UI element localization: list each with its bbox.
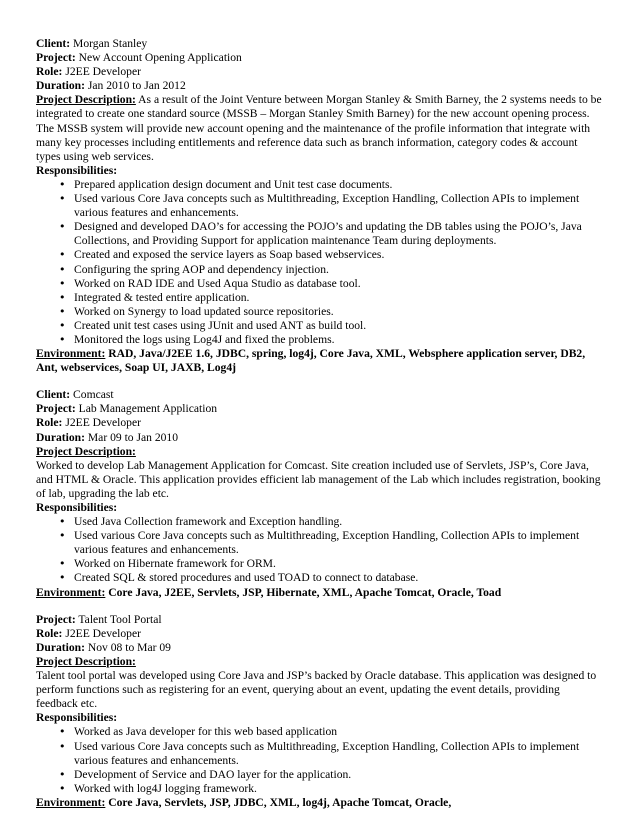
list-item: • Worked as Java developer for this web based application bbox=[36, 725, 604, 739]
environment-line bbox=[36, 796, 604, 810]
responsibilities-list bbox=[36, 515, 604, 585]
project-description-heading: Project Description: bbox=[36, 654, 136, 668]
role-label: Role: bbox=[36, 416, 63, 430]
client-value: Morgan Stanley bbox=[73, 37, 148, 50]
list-item: • Used various Core Java concepts such as Multithreading, Exception Handling, Collection APIs to implement various features and enhancements. bbox=[36, 192, 604, 220]
duration-line bbox=[36, 431, 604, 445]
role-label: Role: bbox=[36, 626, 63, 640]
responsibilities-heading: Responsibilities: bbox=[36, 163, 118, 177]
list-item: • Prepared application design document and Unit test case documents. bbox=[36, 178, 604, 192]
duration-label: Duration: bbox=[36, 640, 85, 654]
environment-value: RAD, Java/J2EE 1.6, JDBC, spring, log4j, Core Java, XML, Websphere application server, DB2, Ant, webservices, Soap UI, JAXB, Log4j bbox=[36, 347, 586, 375]
section-spacer bbox=[36, 375, 604, 388]
environment-line bbox=[36, 347, 604, 375]
list-item: • Used various Core Java concepts such as Multithreading, Exception Handling, Collection APIs to implement various features and enhancements. bbox=[36, 740, 604, 768]
role-line bbox=[36, 627, 604, 641]
project-line bbox=[36, 613, 604, 627]
client-value: Comcast bbox=[73, 388, 114, 402]
project-line bbox=[36, 402, 604, 416]
environment-value: Core Java, J2EE, Servlets, JSP, Hibernate, XML, Apache Tomcat, Oracle, Toad bbox=[108, 585, 502, 599]
list-item: • Worked on Synergy to load updated source repositories. bbox=[36, 305, 604, 319]
duration-value: Jan 2010 to Jan 2012 bbox=[87, 79, 186, 93]
list-item: • Worked on Hibernate framework for ORM. bbox=[36, 557, 604, 571]
duration-label: Duration: bbox=[36, 79, 85, 93]
project-talent-tool-portal bbox=[36, 613, 604, 810]
environment-label: Environment: bbox=[36, 347, 106, 361]
environment-label: Environment: bbox=[36, 795, 106, 809]
project-description-text: Worked to develop Lab Management Application for Comcast. Site creation included use of Servlets, JSP’s, Core Java, and HTML & Oracle. This application provides efficient lab management of the Lab which includes registration, booking of lab, upgrading the lab etc. bbox=[36, 458, 601, 500]
role-line bbox=[36, 65, 604, 79]
project-comcast bbox=[36, 388, 604, 599]
responsibilities-heading: Responsibilities: bbox=[36, 501, 118, 514]
list-item: • Created SQL & stored procedures and used TOAD to connect to database. bbox=[36, 571, 604, 585]
list-item: • Configuring the spring AOP and dependency injection. bbox=[36, 263, 604, 277]
project-morgan-stanley bbox=[36, 37, 604, 375]
project-description-heading: Project Description: bbox=[36, 444, 136, 458]
client-line bbox=[36, 37, 604, 51]
client-line bbox=[36, 388, 604, 402]
responsibilities-list bbox=[36, 178, 604, 347]
environment-value: Core Java, Servlets, JSP, JDBC, XML, log4j, Apache Tomcat, Oracle, bbox=[108, 795, 452, 809]
list-item: • Designed and developed DAO’s for accessing the POJO’s and updating the DB tables using the POJO’s, Java Collections, and Providing Support for application maintenance Team during deployments. bbox=[36, 220, 604, 248]
duration-line bbox=[36, 641, 604, 655]
project-value: Talent Tool Portal bbox=[78, 612, 162, 626]
client-label: Client: bbox=[36, 388, 71, 402]
project-description-label: Project Description: bbox=[36, 93, 136, 107]
list-item: • Integrated & tested entire application. bbox=[36, 291, 604, 305]
duration-value: Mar 09 to Jan 2010 bbox=[87, 430, 179, 444]
project-label: Project: bbox=[36, 51, 76, 65]
project-description-text: Talent tool portal was developed using Core Java and JSP’s backed by Oracle database. This application was designed to perform functions such as registering for an event, querying about an event, updating the event details, providing feedback etc. bbox=[36, 669, 597, 711]
section-spacer bbox=[36, 600, 604, 613]
project-value: Lab Management Application bbox=[78, 402, 218, 416]
project-description-text: As a result of the Joint Venture between Morgan Stanley & Smith Barney, the 2 systems needs to be integrated to create one standard source (MSSB – Morgan Stanley Smith Barney) for the new account opening process. The MSSB system will provide new account opening and the maintenance of the profile information that integrate with many key processes including entitlements and reference data such as branch information, category codes & account types using web services. bbox=[36, 93, 602, 163]
client-label: Client: bbox=[36, 37, 71, 50]
environment-label: Environment: bbox=[36, 585, 106, 599]
project-label: Project: bbox=[36, 402, 76, 416]
role-value: J2EE Developer bbox=[65, 65, 141, 79]
project-value: New Account Opening Application bbox=[78, 51, 242, 65]
duration-label: Duration: bbox=[36, 430, 85, 444]
project-label: Project: bbox=[36, 612, 76, 626]
project-description bbox=[36, 93, 604, 163]
duration-value: Nov 08 to Mar 09 bbox=[87, 640, 171, 654]
responsibilities-heading: Responsibilities: bbox=[36, 711, 118, 725]
role-value: J2EE Developer bbox=[65, 626, 141, 640]
list-item: • Used various Core Java concepts such as Multithreading, Exception Handling, Collection APIs to implement various features and enhancements. bbox=[36, 529, 604, 557]
list-item: • Worked on RAD IDE and Used Aqua Studio as database tool. bbox=[36, 277, 604, 291]
role-line bbox=[36, 416, 604, 430]
project-line bbox=[36, 51, 604, 65]
list-item: • Development of Service and DAO layer for the application. bbox=[36, 768, 604, 782]
responsibilities-list bbox=[36, 725, 604, 795]
duration-line bbox=[36, 79, 604, 93]
role-label: Role: bbox=[36, 65, 63, 79]
environment-line bbox=[36, 586, 604, 600]
role-value: J2EE Developer bbox=[65, 416, 141, 430]
list-item: • Worked with log4J logging framework. bbox=[36, 782, 604, 796]
list-item: • Used Java Collection framework and Exception handling. bbox=[36, 515, 604, 529]
list-item: • Created and exposed the service layers as Soap based webservices. bbox=[36, 248, 604, 262]
list-item: • Created unit test cases using JUnit and used ANT as build tool. bbox=[36, 319, 604, 333]
list-item: • Monitored the logs using Log4J and fixed the problems. bbox=[36, 333, 604, 347]
